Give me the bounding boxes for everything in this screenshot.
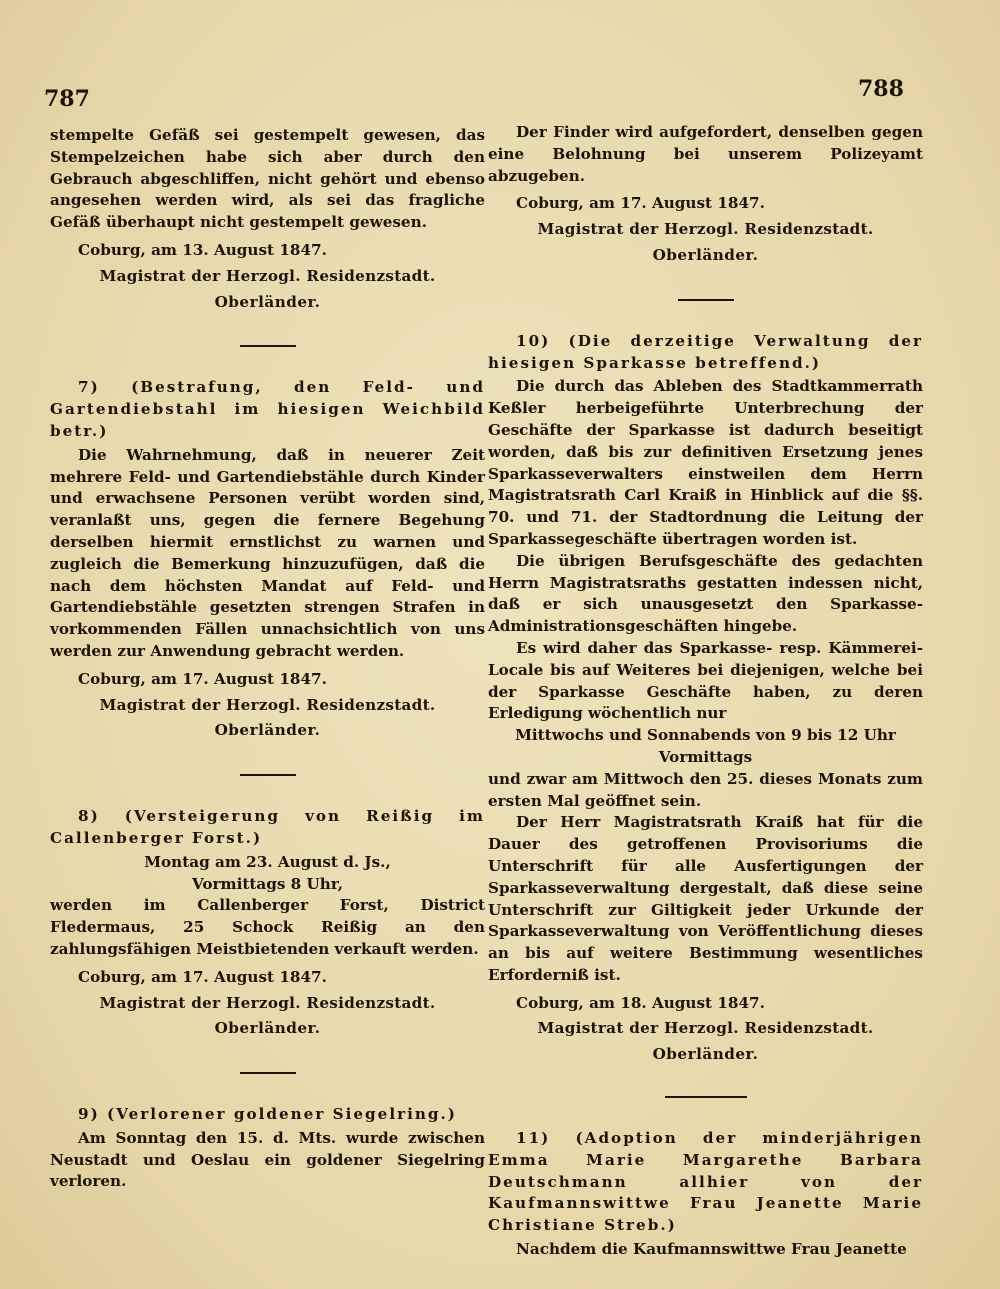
notice-10-date: Coburg, am 18. August 1847. — [516, 993, 765, 1012]
continuation-text: stempelte Gefäß sei gestempelt gewesen, das Stempelzeichen habe sich aber durch den Gebrauch abgeschliffen, nicht gehört und ebenso angesehen werden wird, als sei das fragliche Gefäß überhaupt nicht gestempelt gewesen. — [50, 126, 485, 232]
notice-10-para-4: und zwar am Mittwoch den 25. dieses Monats zum ersten Mal geöffnet sein. — [488, 769, 923, 810]
notice-7-title: 7) (Bestrafung, den Feld- und Gartendiebstahl im hiesigen Weichbild betr.) — [50, 378, 485, 440]
notice-10-para-2: Die übrigen Berufsgeschäfte des gedachten Herrn Magistratsraths gestatten indessen nicht, daß er sich unausgesetzt den Sparkasse-Administrationsgeschäften hingebe. — [488, 551, 923, 636]
right-column — [488, 122, 923, 1261]
signature-authority: Magistrat der Herzogl. Residenzstadt. — [99, 266, 436, 285]
section-divider — [240, 774, 296, 776]
notice-8-title: 8) (Versteigerung von Reißig im Callenberger Forst.) — [50, 807, 485, 847]
notice-10-para-1: Die durch das Ableben des Stadtkammerrath Keßler herbeigeführte Unterbrechung der Geschäfte der Sparkasse ist dadurch beseitigt worden, daß bis zur definitiven Ersetzung jenes Sparkasseverwalters einstweilen dem Herrn Magistratsrath Carl Kraiß in Hinblick auf die §§. 70. und 71. der Stadtordnung die Leitung der Sparkassegeschäfte übertragen worden ist. — [488, 377, 923, 548]
signature-name: Oberländer. — [652, 245, 759, 264]
section-divider — [665, 1096, 747, 1098]
section-divider — [240, 1072, 296, 1074]
notice-11-body: Nachdem die Kaufmannswittwe Frau Jeanette — [516, 1240, 907, 1259]
notice-10-signature-name: Oberländer. — [652, 1045, 759, 1064]
continuation-text: Der Finder wird aufgefordert, denselben gegen eine Belohnung bei unserem Polizeyamt abzugeben. — [488, 123, 923, 185]
notice-10-hours: Mittwochs und Sonnabends von 9 bis 12 Uhr — [515, 726, 896, 745]
notice-8-time-line: Vormittags 8 Uhr, — [191, 874, 343, 893]
dateline: Coburg, am 13. August 1847. — [78, 240, 327, 259]
notice-10-para-5: Der Herr Magistratsrath Kraiß hat für die Dauer des getroffenen Provisoriums die Unterschrift für alle Ausfertigungen der Sparkasseverwaltung dergestalt, daß diese seine Unterschrift zur Giltigkeit jeder Urkunde der Sparkasseverwaltung von Veröffentlichung dieses an bis auf weitere Bestimmung wesentliches Erforderniß ist. — [488, 813, 923, 984]
section-divider — [678, 299, 734, 301]
notice-8-body: werden im Callenberger Forst, District Fledermaus, 25 Schock Reißig an den zahlungsfähigen Meistbietenden verkauft werden. — [50, 896, 485, 958]
signature-name: Oberländer. — [214, 292, 321, 311]
signature-authority: Magistrat der Herzogl. Residenzstadt. — [537, 220, 874, 239]
notice-7-body: Die Wahrnehmung, daß in neuerer Zeit mehrere Feld- und Gartendiebstähle durch Kinder und erwachsene Personen verübt worden sind, veranlaßt uns, gegen die fernere Begehung derselben hiermit ernstlichst zu warnen und zugleich die Bemerkung hinzuzufügen, daß die nach dem höchsten Mandat auf Feld- und Gartendiebstähle gesetzten strengen Strafen in vorkommenden Fällen unnachsichtlich von uns werden zur Anwendung gebracht werden. — [50, 445, 485, 660]
notice-7-date: Coburg, am 17. August 1847. — [78, 669, 327, 688]
notice-8-signature-name: Oberländer. — [214, 1019, 321, 1038]
notice-9-title: 9) (Verlorener goldener Siegelring.) — [78, 1105, 457, 1124]
notice-7-signature-name: Oberländer. — [214, 721, 321, 740]
notice-10-signature-authority: Magistrat der Herzogl. Residenzstadt. — [537, 1019, 874, 1038]
right-page-number: 788 — [858, 76, 904, 102]
notice-10-hours-suffix: Vormittags — [658, 747, 753, 766]
dateline: Coburg, am 17. August 1847. — [516, 194, 765, 213]
notice-8-signature-authority: Magistrat der Herzogl. Residenzstadt. — [99, 993, 436, 1012]
left-page-number: 787 — [44, 86, 90, 112]
notice-11-title: 11) (Adoption der minderjährigen Emma Marie Margarethe Barbara Deutschmann allhier von der Kaufmannswittwe Frau Jeanette Marie Christiane Streb.) — [488, 1129, 923, 1235]
left-column — [50, 125, 485, 1193]
notice-10-title: 10) (Die derzeitige Verwaltung der hiesigen Sparkasse betreffend.) — [488, 331, 923, 372]
notice-10-para-3: Es wird daher das Sparkasse- resp. Kämmerei-Locale bis auf Weiteres bei diejenigen, welche bei der Sparkasse Geschäfte haben, zu deren Erledigung wöchentlich nur — [488, 638, 923, 723]
section-divider — [240, 345, 296, 347]
notice-8-date-line: Montag am 23. August d. Js., — [144, 852, 391, 871]
notice-9-body: Am Sonntag den 15. d. Mts. wurde zwischen Neustadt und Oeslau ein goldener Siegelring verloren. — [50, 1128, 485, 1191]
notice-8-date: Coburg, am 17. August 1847. — [78, 967, 327, 986]
notice-7-signature-authority: Magistrat der Herzogl. Residenzstadt. — [99, 695, 436, 714]
